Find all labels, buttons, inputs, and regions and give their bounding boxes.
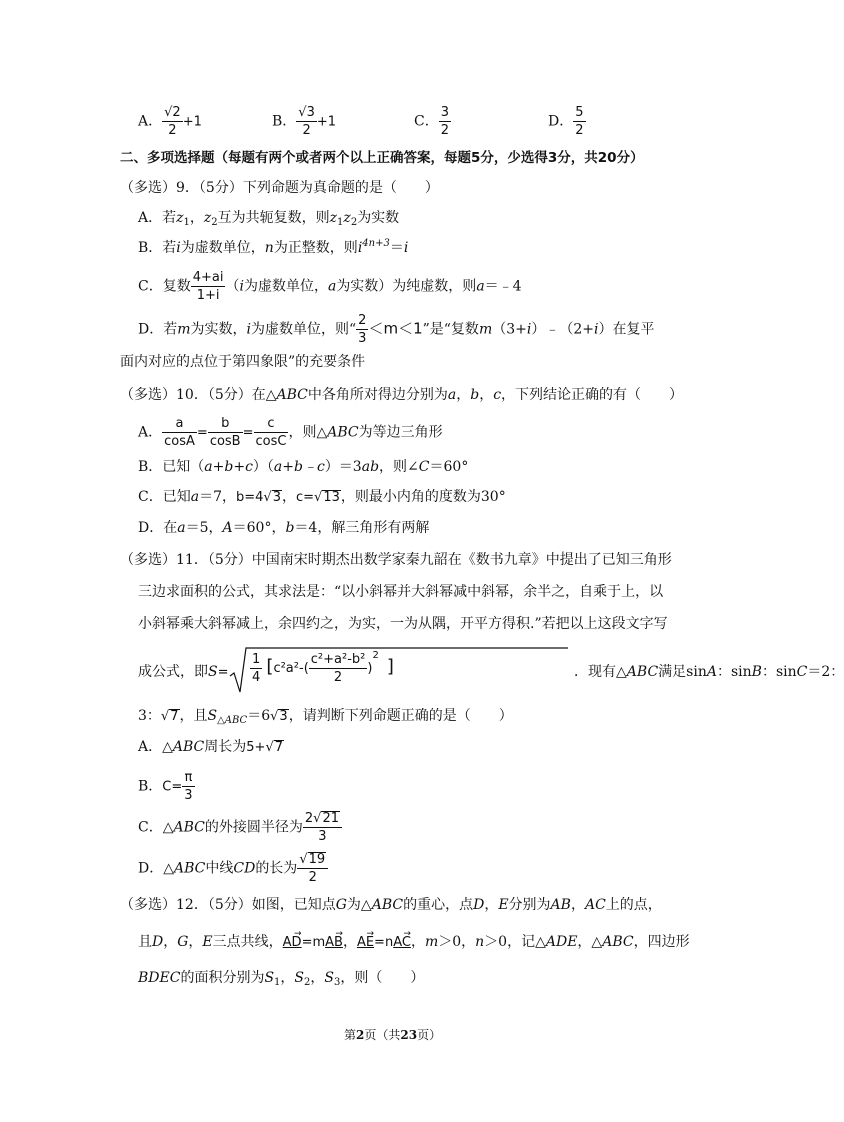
q11-line2: 三边求面积的公式，其求法是：“以小斜幂并大斜幂减中斜幂，余半之，自乘于上，以 [138,584,664,600]
sqrt-7-perimeter: √7 [265,740,284,755]
q9-option-b: B．若i为虚数单位，n为正整数，则$i^{4n+3}=i$ [138,238,409,256]
q10-option-b: B．已知（a+b+c）（a+b﹣c）＝3ab，则∠C＝60° [138,459,469,475]
q11-option-d: D．△ABC中线CD的长为 $\frac{√19}{2}$ [138,852,328,885]
sqrt-13: √13 [314,490,340,505]
q10-stem: （多选）10．（5分）在△ABC中各角所对得边分别为a，b，c，下列结论正确的有（ ） [120,387,684,403]
q12-stem: （多选）12．（5分）如图，已知点G为△ABC的重心，点D，E分别为AB，AC上的点， [120,897,662,913]
section-heading: 二、多项选择题（每题有两个或者两个以上正确答案，每题5分，少选得3分，共20分） [120,150,644,166]
vector-ac: → AC [393,933,411,953]
sqrt-3-area: √3 [270,709,288,724]
vector-ae: → AE [357,933,374,953]
q9-option-a: A．若$z_1$，$z_2$互为共轭复数，则$z_1z_2$为实数 [138,210,400,228]
q12-line2: 且D，G，E三点共线，→ AD=m→ AB，→ AE=n→ AC，m＞0，n＞0，记△ADE，△ABC，四边形 [138,932,690,953]
q9-option-d-line2: 面内对应的点位于第四象限”的充要条件 [120,354,366,370]
q8-option-a: A． $\frac{√2}{2}$ +1 [138,105,202,138]
q11-line1: （多选）11．（5分）中国南宋时期杰出数学家秦九韶在《数书九章》中提出了已知三角形 [120,552,672,568]
q11-line3: 小斜幂乘大斜幂减上，余四约之，为实，一为从隅，开平方得积.”若把以上这段文字写 [138,616,668,632]
sqrt-3: √3 [263,490,281,505]
q12-line3: BDEC的面积分别为$S_1$，$S_2$，$S_3$，则（ ） [138,970,425,988]
sqrt-19: √19 [299,852,326,867]
q8-option-b: B． $\frac{√3}{2}$ +1 [272,105,337,138]
q10-option-d: D．在a＝5，A＝60°，b＝4，解三角形有两解 [138,520,430,536]
q11-option-b: B．C= $\frac{\pi}{3}$ [138,770,193,803]
q8-a-numerator: √2 [164,105,181,120]
page-footer: 第2页（共23页） [344,1028,442,1042]
q11-option-c: C．△ABC的外接圆半径为 $\frac{2√21}{3}$ [138,811,342,844]
q11-option-a: A．△ABC周长为5+√7 [138,737,284,758]
q8-b-numerator: √3 [298,105,315,120]
sqrt-7: √7 [160,709,179,724]
vector-ab: → AB [325,933,343,953]
sqrt-21: √21 [313,811,339,826]
q9-stem: （多选）9．（5分）下列命题为真命题的是（ ） [120,180,439,196]
q9-option-c: C．复数 $\frac{4+ai}{1+i}$ （i为虚数单位，a为实数）为纯虚数，则a＝﹣4 [138,270,522,303]
q8-option-c: C． $\frac{3}{2}$ [414,105,449,138]
q11-line5: 3：√7，且$S_{\triangle ABC}=6√3$，请判断下列命题正确的是（ ） [138,708,513,726]
heron-formula: $\frac{1}{4}$ [c²a²-( $\frac{\text{c²+a²-b²}}{2}$ )$^2$] [252,650,394,685]
q8-option-d: D． $\frac{5}{2}$ [548,105,584,138]
q9-option-d: D．若m为实数，i为虚数单位，则“ $\frac{2}{3}$ ＜m＜1”是“复数m（3+i）﹣（2+i）在复平 [138,313,655,346]
q10-option-c: C．已知a＝7，b=4√3，c=√13，则最小内角的度数为30° [138,487,506,508]
vector-ad: → AD [283,933,302,953]
q10-option-a: A． $\frac{a}{\cos A}$ = $\frac{b}{\cos B}$ = $\frac{c}{\cos C}$ ，则△ABC为等边三角形 [138,416,443,449]
